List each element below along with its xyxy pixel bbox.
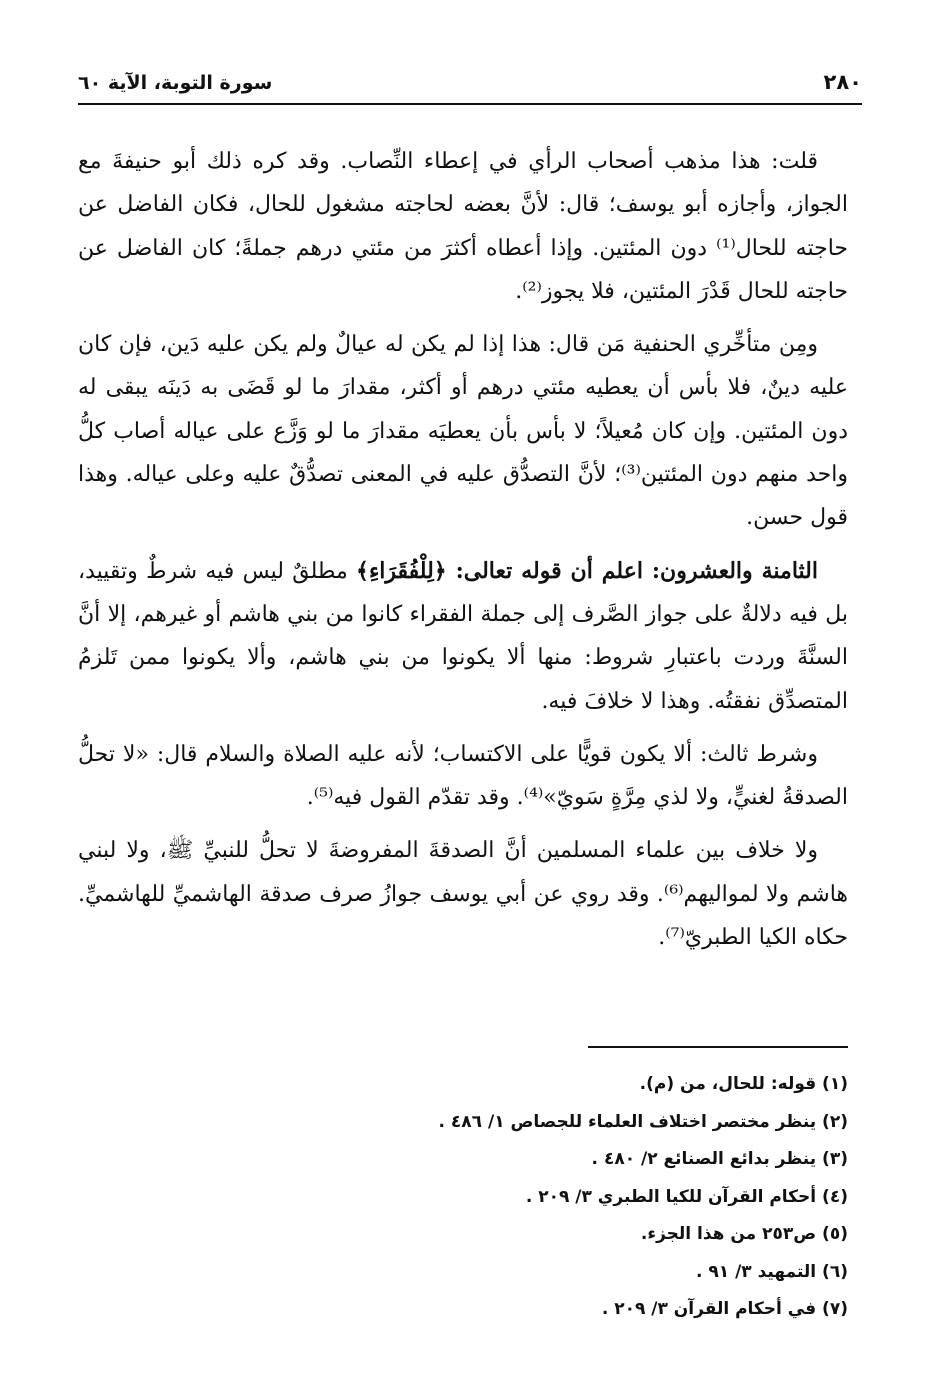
page-header xyxy=(78,70,862,104)
footnote-4: (٤) أحكام القرآن للكيا الطبري ٣/ ٢٠٩ . xyxy=(525,1186,848,1207)
footnote-6: (٦) التمهيد ٣/ ٩١ . xyxy=(696,1261,848,1282)
running-title: سورة التوبة، الآية ٦٠ xyxy=(78,72,273,94)
header-rule xyxy=(78,103,862,105)
footnote-separator xyxy=(588,1046,848,1048)
paragraph-3 xyxy=(78,550,848,723)
paragraph-4: وشرط ثالث: ألا يكون قويًّا على الاكتساب؛ لأنه عليه الصلاة والسلام قال: «لا تحلُّ الصدقةُ لغنيٍّ، ولا لذي مِرَّةٍ سَويّ»⁽⁴⁾. وقد تقدّم القول فيه⁽⁵⁾. xyxy=(78,741,848,811)
footnotes xyxy=(78,1066,848,1329)
paragraph-3-text: مطلقٌ ليس فيه شرطٌ وتقييد، بل فيه دلالةٌ على جواز الصَّرف إلى جملة الفقراء كانوا من بني هاشم أو غيرهم، إلا أنَّ السنَّةَ وردت باعتبارِ شروط: منها ألا يكونوا من بني هاشم، وألا يكونوا ممن تَلزمُ المتصدِّق نفقتُه. وهذا لا خلافَ فيه. xyxy=(78,558,848,714)
footnote-3: (٣) ينظر بدائع الصنائع ٢/ ٤٨٠ . xyxy=(591,1149,848,1169)
paragraph-2: ومِن متأخِّري الحنفية مَن قال: هذا إذا لم يكن له عيالٌ ولم يكن عليه دَين، فإن كان عليه دينٌ، فلا بأس أن يعطيه مئتي درهم أو أكثر، مقدارَ ما لو قَضَى به دَينَه يبقى له دون المئتين. وإن كان مُعيلاً؛ لا بأس بأن يعطيَه مقدارَ ما لو وَزَّع على عياله أصاب كلُّ واحد منهم دون المئتين⁽³⁾؛ لأنَّ التصدُّق عليه في المعنى تصدُّقٌ عليه وعلى عياله. وهذا قول حسن. xyxy=(78,332,848,531)
section-lead: الثامنة والعشرون: اعلم أن قوله تعالى: ﴿لِلْفُقَرَاءِ﴾ xyxy=(356,557,818,584)
footnote-2: (٢) ينظر مختصر اختلاف العلماء للجصاص ١/ ٤٨٦ . xyxy=(438,1111,848,1132)
main-text xyxy=(78,140,848,969)
footnote-1: (١) قوله: للحال، من (م). xyxy=(639,1074,848,1094)
footnote-5: (٥) ص٢٥٣ من هذا الجزء. xyxy=(640,1224,848,1244)
paragraph-5: ولا خلاف بين علماء المسلمين أنَّ الصدقةَ المفروضةَ لا تحلُّ للنبيِّ ﷺ، ولا لبني هاشم ولا لمواليهم⁽⁶⁾. وقد روي عن أبي يوسف جوازُ صرف صدقة الهاشميِّ للهاشميِّ. حكاه الكيا الطبريّ⁽⁷⁾. xyxy=(78,838,848,951)
paragraph-1: قلت: هذا مذهب أصحاب الرأي في إعطاء النِّصاب. وقد كره ذلك أبو حنيفةَ مع الجواز، وأجازه أبو يوسف؛ قال: لأنَّ بعضه لحاجته مشغول للحال، فكان الفاضل عن حاجته للحال⁽¹⁾ دون المئتين. وإذا أعطاه أكثرَ من مئتي درهم جملةً؛ كان الفاضل عن حاجته للحال قَدْرَ المئتين، فلا يجوز⁽²⁾. xyxy=(78,149,848,304)
footnote-7: (٧) في أحكام القرآن ٣/ ٢٠٩ . xyxy=(601,1299,848,1319)
page-number: ٢٨٠ xyxy=(823,70,862,94)
